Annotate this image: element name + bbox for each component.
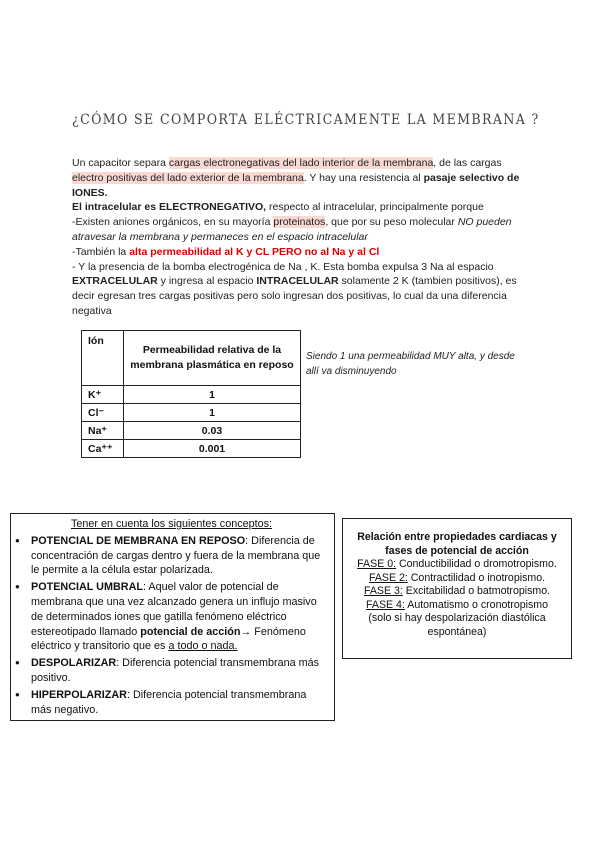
bold-text: EXTRACELULAR [72,275,158,288]
table-row [82,440,301,458]
header-permeability: Permeabilidad relativa de la membrana plasmática en reposo [124,331,301,386]
intro-paragraph [72,156,534,319]
table-row [82,422,301,440]
phase-label: FASE 0: [357,558,397,570]
text-segment: , de las cargas [433,157,502,169]
paragraph-intracelular [72,200,534,215]
phase-text: Automatismo o cronotropismo [404,598,548,611]
phase-line [347,558,567,572]
text-segment: solamente 2 K (tambien positivos), es decir egresan tres cargas positivas pero solo ingresan dos positivas, lo cual da una diferencia negativa [72,275,517,317]
concept-term: DESPOLARIZAR [31,657,117,670]
italic-text: NO pueden atravesar la membrana y permaneces en el espacio intracelular [72,216,512,243]
bold-text: potencial de acción [140,625,241,638]
value-cell: 0.03 [124,422,301,440]
highlight-text: electro positivas del lado exterior de la membrana [72,171,304,184]
red-bold-text: alta permeabilidad al K y CL PERO no al Na y al Cl [129,245,380,258]
paragraph-bomba [72,260,534,319]
underlined-text: a todo o nada. [168,640,238,653]
concept-text: Fenómeno eléctrico y transitorio que es [31,625,306,653]
phase-line [347,585,567,599]
bold-text: INTRACELULAR [256,275,339,288]
phase-line [347,572,567,586]
list-item [15,656,328,686]
list-item [15,580,328,654]
phase-note: (solo si hay despolarización diastólica espontánea) [368,612,546,638]
value-cell: 1 [124,404,301,422]
concepts-box [10,513,335,721]
table-header-row [82,331,301,386]
phase-text: Conductibilidad o dromotropismo. [396,558,557,570]
table-row [82,386,301,404]
phase-line [347,599,567,613]
text-segment: y ingresa al espacio [157,275,257,288]
table-row [82,404,301,422]
text-segment: . Y hay una resistencia al [303,171,424,184]
table-note: Siendo 1 una permeabilidad MUY alta, y desde allí va disminuyendo [306,351,515,377]
phase-label: FASE 4: [366,598,405,611]
value-cell: 0.001 [124,440,301,458]
concept-term: HIPERPOLARIZAR [31,688,127,701]
page-title: ¿CÓMO SE COMPORTA ELÉCTRICAMENTE LA MEMBRANA ? [72,112,540,128]
list-item [15,534,328,578]
phase-text: Contractilidad o inotropismo. [407,571,546,584]
highlight-text: proteinatos [273,216,326,229]
arrow-icon: → [240,625,252,638]
cardiac-box [342,518,572,659]
list-item [15,688,328,718]
concepts-heading: Tener en cuenta los siguientes conceptos: [70,518,273,530]
text-segment: -También la [72,245,130,258]
value-cell: 1 [124,386,301,404]
concept-text: : Diferencia potencial transmembrana más positivo. [31,657,320,684]
text-segment: Un capacitor separa [72,157,169,169]
bold-text: El intracelular es ELECTRONEGATIVO, [72,201,267,214]
concept-text: : Diferencia de concentración de cargas dentro y fuera de la membrana que le permite a la célula estar polarizada. [31,534,321,577]
bold-text: pasaje selectivo de IONES. [72,171,520,199]
paragraph-aniones [72,215,534,245]
ion-cell: Cl⁻ [82,404,124,422]
text-segment: , que por su peso molecular [325,216,458,229]
concepts-list [15,534,328,718]
phase-text: Excitabilidad o batmotropismo. [402,585,551,597]
ion-cell: Ca⁺⁺ [82,440,124,458]
concept-text: : Diferencia potencial transmembrana más negativo. [31,688,307,716]
paragraph-capacitor [72,156,534,200]
phase-label: FASE 2: [368,571,408,584]
text-segment: respecto al intracelular, principalmente porque [266,201,484,214]
cardiac-heading: Relación entre propiedades cardiacas y fases de potencial de acción [357,531,557,557]
paragraph-permeabilidad [72,245,534,260]
concept-term: POTENCIAL UMBRAL [31,581,143,594]
text-segment: -Existen aniones orgánicos, en su mayoría [72,216,274,229]
text-segment: - Y la presencia de la bomba electrogénica de Na , K. Esta bomba expulsa 3 Na al espacio [72,260,494,273]
header-ion: Ión [82,331,124,386]
highlight-text: cargas electronegativas del lado interior de la membrana [168,157,434,169]
phase-label: FASE 3: [363,585,403,597]
concept-term: POTENCIAL DE MEMBRANA EN REPOSO [31,534,246,547]
ion-cell: K⁺ [82,386,124,404]
ion-cell: Na⁺ [82,422,124,440]
concept-text: : Aquel valor de potencial de membrana que una vez alcanzado genera un influjo masivo de determinados iones que gatilla fenómeno eléctrico estereotipado llamado [31,581,317,638]
permeability-table [81,330,301,458]
